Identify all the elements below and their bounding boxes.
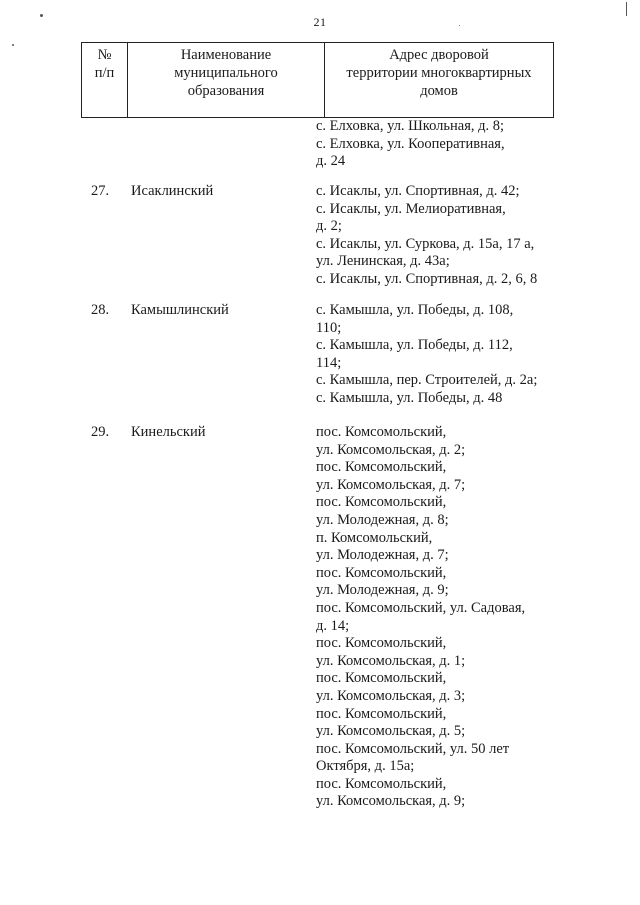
municipality-name: Кинельский xyxy=(131,424,206,440)
header-municipality-line: Наименование xyxy=(180,47,272,63)
header-address-line: домов xyxy=(420,83,458,99)
continuation-address-block xyxy=(316,118,505,171)
address-line: ул. Комсомольская, д. 7; xyxy=(316,476,466,493)
address-line: с. Камышла, ул. Победы, д. 48 xyxy=(316,389,503,406)
address-block xyxy=(316,183,537,289)
address-line: 110; xyxy=(316,319,342,336)
address-line: ул. Комсомольская, д. 1; xyxy=(316,652,466,669)
row-number: 28. xyxy=(91,302,110,318)
address-line: пос. Комсомольский, xyxy=(316,775,447,792)
address-line: с. Камышла, ул. Победы, д. 108, xyxy=(316,302,514,318)
address-line: с. Елховка, ул. Кооперативная, xyxy=(316,135,505,152)
header-number-line: п/п xyxy=(94,65,115,81)
address-line: ул. Молодежная, д. 9; xyxy=(316,582,449,599)
address-line: п. Комсомольский, xyxy=(316,529,433,546)
address-line: пос. Комсомольский, xyxy=(316,494,447,511)
header-municipality-line: образования xyxy=(187,83,265,99)
header-cell-number xyxy=(82,43,128,118)
address-line: с. Елховка, ул. Школьная, д. 8; xyxy=(316,118,505,134)
municipality-name: Исаклинский xyxy=(131,183,214,199)
address-line: ул. Молодежная, д. 8; xyxy=(316,511,449,528)
scan-speck xyxy=(626,2,627,16)
address-line: Октября, д. 15а; xyxy=(316,758,415,775)
address-line: пос. Комсомольский, xyxy=(316,635,447,652)
address-line: пос. Комсомольский, xyxy=(316,705,447,722)
page-number: 21 xyxy=(313,15,327,29)
address-line: пос. Комсомольский, ул. 50 лет xyxy=(316,740,510,757)
address-line: с. Камышла, пер. Строителей, д. 2а; xyxy=(316,372,538,389)
address-line: 114; xyxy=(316,354,342,371)
header-address-line: территории многоквартирных xyxy=(346,65,532,81)
address-line: с. Исаклы, ул. Мелиоративная, xyxy=(316,200,506,217)
address-line: пос. Комсомольский, xyxy=(316,670,447,687)
address-line: ул. Молодежная, д. 7; xyxy=(316,547,449,564)
table-header xyxy=(81,42,554,118)
address-line: д. 2; xyxy=(316,218,342,235)
address-line: ул. Ленинская, д. 43а; xyxy=(316,253,450,270)
address-line: пос. Комсомольский, xyxy=(316,564,447,581)
address-line: с. Исаклы, ул. Спортивная, д. 2, 6, 8 xyxy=(316,270,538,287)
address-line: пос. Комсомольский, xyxy=(316,459,447,476)
address-line: пос. Комсомольский, ул. Садовая, xyxy=(316,599,526,616)
header-number-line: № xyxy=(97,47,112,63)
scan-speck xyxy=(459,25,460,26)
row-number: 29. xyxy=(91,424,110,440)
address-line: ул. Комсомольская, д. 5; xyxy=(316,723,466,740)
address-block xyxy=(316,302,537,408)
municipality-name: Камышлинский xyxy=(131,302,229,318)
row-number: 27. xyxy=(91,183,110,199)
address-block xyxy=(316,424,525,811)
address-line: с. Исаклы, ул. Суркова, д. 15а, 17 а, xyxy=(316,235,535,252)
address-line: с. Исаклы, ул. Спортивная, д. 42; xyxy=(316,183,520,199)
scan-speck xyxy=(12,44,14,46)
address-line: ул. Комсомольская, д. 3; xyxy=(316,687,466,704)
address-line: д. 14; xyxy=(316,617,350,634)
header-municipality-line: муниципального xyxy=(174,65,278,81)
header-cell-address xyxy=(325,43,554,118)
address-line: пос. Комсомольский, xyxy=(316,424,447,440)
header-address-line: Адрес дворовой xyxy=(389,47,489,63)
address-line: с. Камышла, ул. Победы, д. 112, xyxy=(316,337,513,354)
address-line: ул. Комсомольская, д. 2; xyxy=(316,441,466,458)
scan-speck xyxy=(40,14,43,17)
address-line: д. 24 xyxy=(316,153,346,170)
header-cell-municipality xyxy=(128,43,325,118)
address-line: ул. Комсомольская, д. 9; xyxy=(316,793,466,810)
